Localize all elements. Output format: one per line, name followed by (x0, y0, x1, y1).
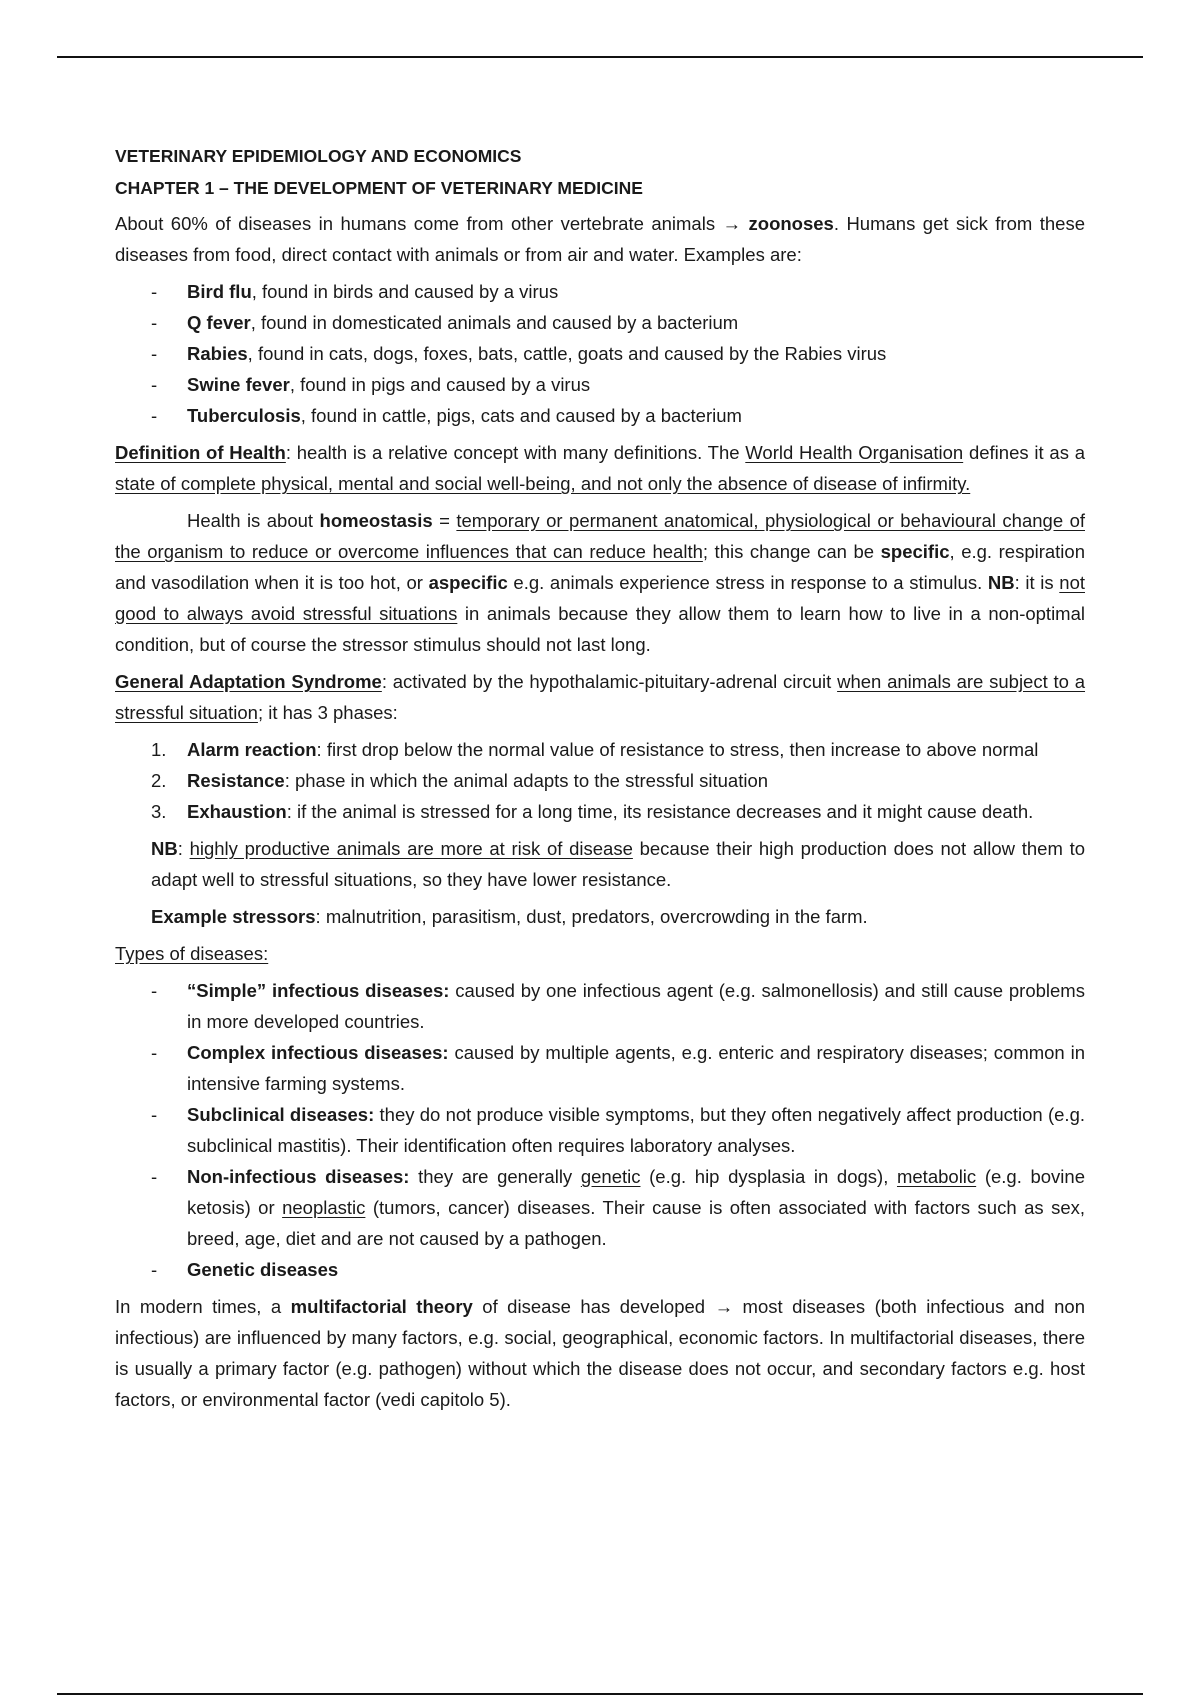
document-page (115, 144, 1085, 1421)
metabolic-term: metabolic (896, 1166, 977, 1187)
example-name: Tuberculosis (187, 405, 301, 426)
number-marker: 3. (151, 801, 167, 822)
type-text: (e.g. hip dysplasia in dogs), (640, 1166, 897, 1187)
type-name: Non-infectious diseases: (187, 1166, 410, 1187)
intro-text-1: About 60% of diseases in humans come from other vertebrate animals (115, 213, 723, 234)
gas-phases-list (115, 734, 1085, 827)
list-item (115, 765, 1085, 796)
list-item (115, 796, 1085, 827)
homeostasis-paragraph (115, 505, 1085, 660)
homeo-definition: temporary or permanent anatomical, physiological or behavioural change of the organism to reduce or overcome influences that can reduce health (115, 510, 1085, 562)
gas-underline: when animals are subject to a stressful situation (115, 671, 1086, 723)
list-item (115, 975, 1085, 1037)
bullet-marker: - (151, 374, 158, 395)
homeo-underline-2: not good to always avoid stressful situations (115, 572, 1085, 624)
nb-label: NB (987, 572, 1015, 593)
gas-text-1: : activated by the hypothalamic-pituitary-adrenal circuit (381, 671, 838, 692)
phase-name: Resistance (187, 770, 285, 791)
number-marker: 1. (151, 739, 167, 760)
footer-rule (57, 1693, 1143, 1695)
gas-term: General Adaptation Syndrome (115, 671, 382, 692)
bullet-marker: - (151, 281, 158, 302)
health-text-1: : health is a relative concept with many definitions. The (285, 442, 746, 463)
stressors-term: Example stressors (151, 906, 316, 927)
who-term: World Health Organisation (745, 442, 964, 463)
gas-text-2: ; it has 3 phases: (257, 702, 398, 723)
type-text: caused by one infectious agent (e.g. salmonellosis) and still cause problems in more developed countries. (187, 980, 1085, 1032)
zoonoses-examples-list (115, 276, 1085, 431)
intro-paragraph (115, 208, 1085, 270)
modern-text-1: In modern times, a (115, 1296, 291, 1317)
homeo-text-7: in animals because they allow them to learn how to live in a non-optimal condition, but of course the stressor stimulus should not last long. (115, 603, 1085, 655)
example-text: , found in domesticated animals and caused by a bacterium (250, 312, 739, 333)
disease-types-list (115, 975, 1085, 1285)
phase-text: : phase in which the animal adapts to the stressful situation (284, 770, 769, 791)
health-term: Definition of Health (115, 442, 286, 463)
list-item (115, 276, 1085, 307)
phase-name: Alarm reaction (187, 739, 317, 760)
health-definition-paragraph (115, 437, 1085, 499)
list-item (115, 734, 1085, 765)
type-text: caused by multiple agents, e.g. enteric and respiratory diseases; common in intensive farming systems. (187, 1042, 1085, 1094)
bullet-marker: - (151, 1104, 158, 1125)
list-item (115, 1254, 1085, 1285)
homeo-text-3: ; this change can be (702, 541, 881, 562)
zoonoses-term: zoonoses (748, 213, 834, 234)
phase-text: : if the animal is stressed for a long time, its resistance decreases and it might cause death. (286, 801, 1034, 822)
type-text: they do not produce visible symptoms, but they often negatively affect production (e.g. subclinical mastitis). Their identification often requires laboratory analyses. (187, 1104, 1085, 1156)
nb-text-2: because their high production does not allow them to adapt well to stressful situations, so they have lower resistance. (151, 838, 1085, 890)
chapter-heading: CHAPTER 1 – THE DEVELOPMENT OF VETERINARY MEDICINE (115, 178, 643, 198)
stressors-paragraph (151, 901, 1085, 932)
stressors-text: : malnutrition, parasitism, dust, predators, overcrowding in the farm. (315, 906, 868, 927)
bullet-marker: - (151, 343, 158, 364)
example-name: Q fever (187, 312, 251, 333)
arrow-icon: → (722, 213, 742, 234)
homeo-text-6: : it is (1014, 572, 1060, 593)
document-title: VETERINARY EPIDEMIOLOGY AND ECONOMICS (115, 146, 522, 166)
example-text: , found in cattle, pigs, cats and caused by a bacterium (300, 405, 742, 426)
nb-text-1: : (177, 838, 190, 859)
multifactorial-term: multifactorial theory (290, 1296, 473, 1317)
homeo-text-2: = (432, 510, 457, 531)
bullet-marker: - (151, 1166, 158, 1187)
homeostasis-term: homeostasis (319, 510, 433, 531)
list-item (115, 307, 1085, 338)
modern-text-3: most diseases (both infectious and non infectious) are influenced by many factors, e.g. social, geographical, economic factors. In multifactorial diseases, there is usually a primary factor (e.g. pathogen) without which the disease does not occur, and secondary factors e.g. host factors, or environmental factor (vedi capitolo 5). (115, 1296, 1086, 1410)
type-text: (e.g. bovine ketosis) or (187, 1166, 1085, 1218)
modern-text-2: of disease has developed (472, 1296, 715, 1317)
specific-term: specific (880, 541, 950, 562)
type-text: (tumors, cancer) diseases. Their cause is often associated with factors such as sex, breed, age, diet and are not caused by a pathogen. (187, 1197, 1085, 1249)
number-marker: 2. (151, 770, 167, 791)
intro-text-2: . Humans get sick from these diseases from food, direct contact with animals or from air and water. Examples are: (115, 213, 1086, 265)
bullet-marker: - (151, 980, 158, 1001)
bullet-marker: - (151, 1259, 158, 1280)
nb-underline: highly productive animals are more at risk of disease (189, 838, 633, 859)
arrow-icon: → (714, 1296, 734, 1317)
types-heading-text: Types of diseases: (115, 943, 269, 964)
types-heading (115, 938, 1085, 969)
example-text: , found in cats, dogs, foxes, bats, cattle, goats and caused by the Rabies virus (247, 343, 887, 364)
neoplastic-term: neoplastic (282, 1197, 366, 1218)
nb-label: NB (151, 838, 178, 859)
example-text: , found in pigs and caused by a virus (289, 374, 591, 395)
list-item (115, 369, 1085, 400)
bullet-marker: - (151, 405, 158, 426)
list-item (115, 1161, 1085, 1254)
example-name: Rabies (187, 343, 248, 364)
type-name: Complex infectious diseases: (187, 1042, 449, 1063)
bullet-marker: - (151, 1042, 158, 1063)
example-text: , found in birds and caused by a virus (251, 281, 559, 302)
type-text: they are generally (409, 1166, 581, 1187)
example-name: Bird flu (187, 281, 252, 302)
type-name: Genetic diseases (187, 1259, 339, 1280)
nb-paragraph (151, 833, 1085, 895)
type-name: Subclinical diseases: (187, 1104, 375, 1125)
list-item (115, 1099, 1085, 1161)
multifactorial-paragraph (115, 1291, 1085, 1415)
homeo-text-4: , e.g. respiration and vasodilation when it is too hot, or (115, 541, 1085, 593)
list-item (115, 338, 1085, 369)
header-rule (57, 56, 1143, 58)
phase-text: : first drop below the normal value of resistance to stress, then increase to above normal (316, 739, 1039, 760)
homeo-text-1: Health is about (187, 510, 320, 531)
type-name: “Simple” infectious diseases: (187, 980, 450, 1001)
gas-paragraph (115, 666, 1085, 728)
health-definition: state of complete physical, mental and social well-being, and not only the absence of disease of infirmity. (115, 473, 971, 494)
genetic-term: genetic (580, 1166, 641, 1187)
example-name: Swine fever (187, 374, 290, 395)
homeo-text-5: e.g. animals experience stress in response to a stimulus. (507, 572, 988, 593)
phase-name: Exhaustion (187, 801, 287, 822)
list-item (115, 400, 1085, 431)
list-item (115, 1037, 1085, 1099)
aspecific-term: aspecific (428, 572, 508, 593)
health-text-2: defines it as a (963, 442, 1085, 463)
bullet-marker: - (151, 312, 158, 333)
